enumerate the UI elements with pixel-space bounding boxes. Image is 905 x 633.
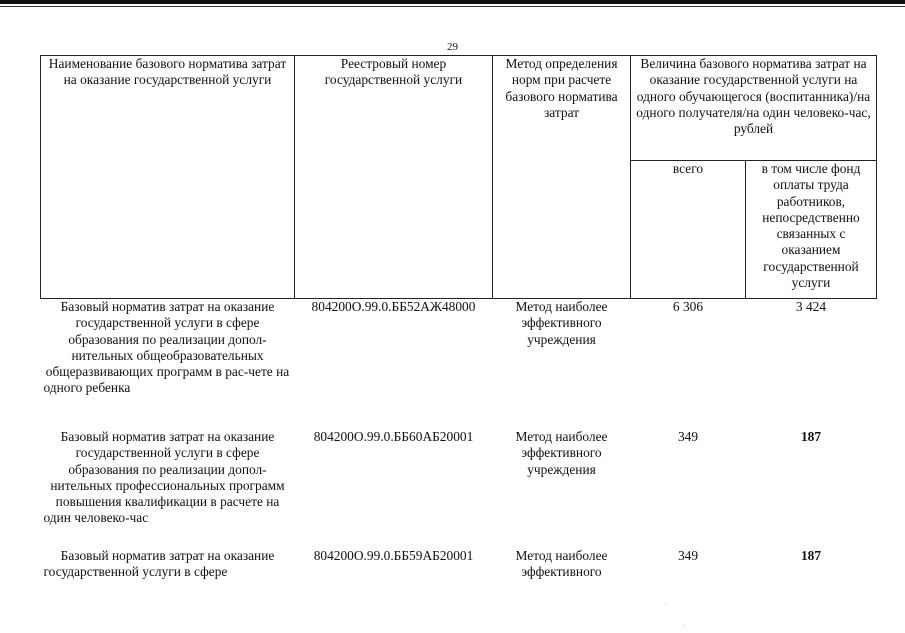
base-norms-table [40,55,877,581]
row-registry-number: 804200О.99.0.ББ52АЖ48000 [311,299,476,314]
header-registry-number: Реестровый номер государственной услуги [295,56,493,299]
header-name: Наименование базового норматива затрат на оказание государственной услуги [41,56,295,299]
scan-speck [684,625,685,626]
table-header-row [41,56,877,161]
scan-top-border-thin [0,6,905,7]
row-name: Базовый норматив затрат на оказание государственной услуги в сфере образования по реализации допол-нительных общеобразовательных общеразвивающих программ в рас-чете на одного ребенка [43,299,290,396]
header-method: Метод определения норм при расчете базового норматива затрат [493,56,631,299]
row-method: Метод наиболее эффективного учреждения [515,299,608,347]
table-row [41,299,877,430]
row-total: 6 306 [672,299,704,314]
row-name: Базовый норматив затрат на оказание государственной услуги в сфере образования по реализации допол-нительных профессиональных программ повышения квалификации в расчете на один человеко-час [43,429,285,526]
table-row [41,548,877,581]
scan-top-border [0,0,905,4]
row-method: Метод наиболее эффективного учреждения [515,429,608,477]
row-method: Метод наиболее эффективного [515,548,608,580]
row-name: Базовый норматив затрат на оказание государственной услуги в сфере [43,548,275,580]
header-total: всего [631,161,746,299]
row-registry-number: 804200О.99.0.ББ59АБ20001 [313,548,474,563]
row-payroll: 3 424 [795,299,827,314]
row-total: 349 [677,548,699,563]
table-row [41,429,877,548]
header-payroll: в том числе фонд оплаты труда работников, непосредственно связанных с оказанием государственной услуги [746,161,877,299]
header-norm-value: Величина базового норматива затрат на оказание государственной услуги на одного обучающегося (воспитанника)/на одного получателя/на один человеко-час, рублей [631,56,877,161]
scan-speck [665,603,666,604]
row-payroll: 187 [800,429,822,444]
row-total: 349 [677,429,699,444]
page-number: 29 [447,41,458,53]
row-payroll: 187 [800,548,822,563]
row-registry-number: 804200О.99.0.ББ60АБ20001 [313,429,474,444]
